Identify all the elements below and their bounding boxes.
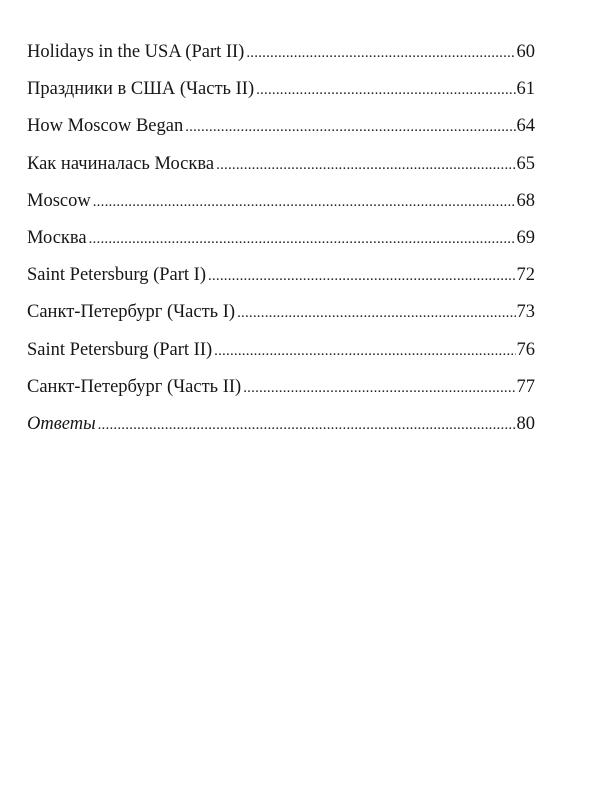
dot-leader: [93, 189, 516, 215]
dot-leader: [185, 114, 515, 140]
toc-entry-title: Ответы: [27, 413, 96, 434]
table-of-contents: [27, 39, 535, 448]
toc-entry[interactable]: [27, 337, 535, 374]
toc-entry-title: Saint Petersburg (Part II): [27, 339, 213, 360]
toc-entry-page-number: 60: [516, 42, 535, 62]
toc-entry-page-number: 73: [516, 302, 535, 323]
dot-leader: [208, 263, 516, 289]
dot-leader: [246, 40, 515, 66]
toc-entry-page-number: 68: [516, 190, 535, 211]
toc-entry-page-number: 69: [516, 227, 535, 248]
toc-entry-title: Санкт-Петербург (Часть I): [27, 302, 236, 323]
toc-entry-page-number: 64: [516, 116, 535, 137]
dot-leader: [216, 152, 515, 178]
dot-leader: [214, 338, 515, 364]
toc-entry-title: Москва: [27, 227, 87, 248]
toc-entry-page-number: 77: [516, 376, 535, 397]
toc-entry-title: Праздники в США (Часть II): [27, 79, 255, 100]
toc-entry-page-number: 65: [516, 153, 535, 174]
toc-entry[interactable]: [27, 225, 535, 262]
toc-entry[interactable]: [27, 188, 535, 225]
toc-entry-title: How Moscow Began: [27, 116, 184, 137]
toc-entry[interactable]: [27, 411, 535, 448]
toc-entry-title: Saint Petersburg (Part I): [27, 265, 206, 286]
toc-entry[interactable]: [27, 299, 535, 336]
toc-entry-title: Moscow: [27, 190, 91, 211]
toc-entry-page-number: 72: [516, 265, 535, 286]
dot-leader: [256, 77, 515, 103]
toc-entry-page-number: 61: [516, 79, 535, 100]
dot-leader: [98, 412, 516, 438]
toc-entry-page-number: 80: [516, 413, 535, 434]
toc-entry-title: Санкт-Петербург (Часть II): [27, 376, 242, 397]
toc-entry[interactable]: [27, 151, 535, 188]
toc-entry-page-number: 76: [516, 339, 535, 360]
toc-entry[interactable]: [27, 113, 535, 150]
toc-entry[interactable]: [27, 76, 535, 113]
toc-entry[interactable]: [27, 374, 535, 411]
dot-leader: [89, 226, 516, 252]
toc-entry[interactable]: [27, 262, 535, 299]
toc-entry-title: Как начиналась Москва: [27, 153, 215, 174]
dot-leader: [243, 375, 515, 401]
toc-entry-title: Holidays in the USA (Part II): [27, 42, 245, 62]
toc-entry[interactable]: [27, 39, 535, 76]
dot-leader: [237, 300, 515, 326]
